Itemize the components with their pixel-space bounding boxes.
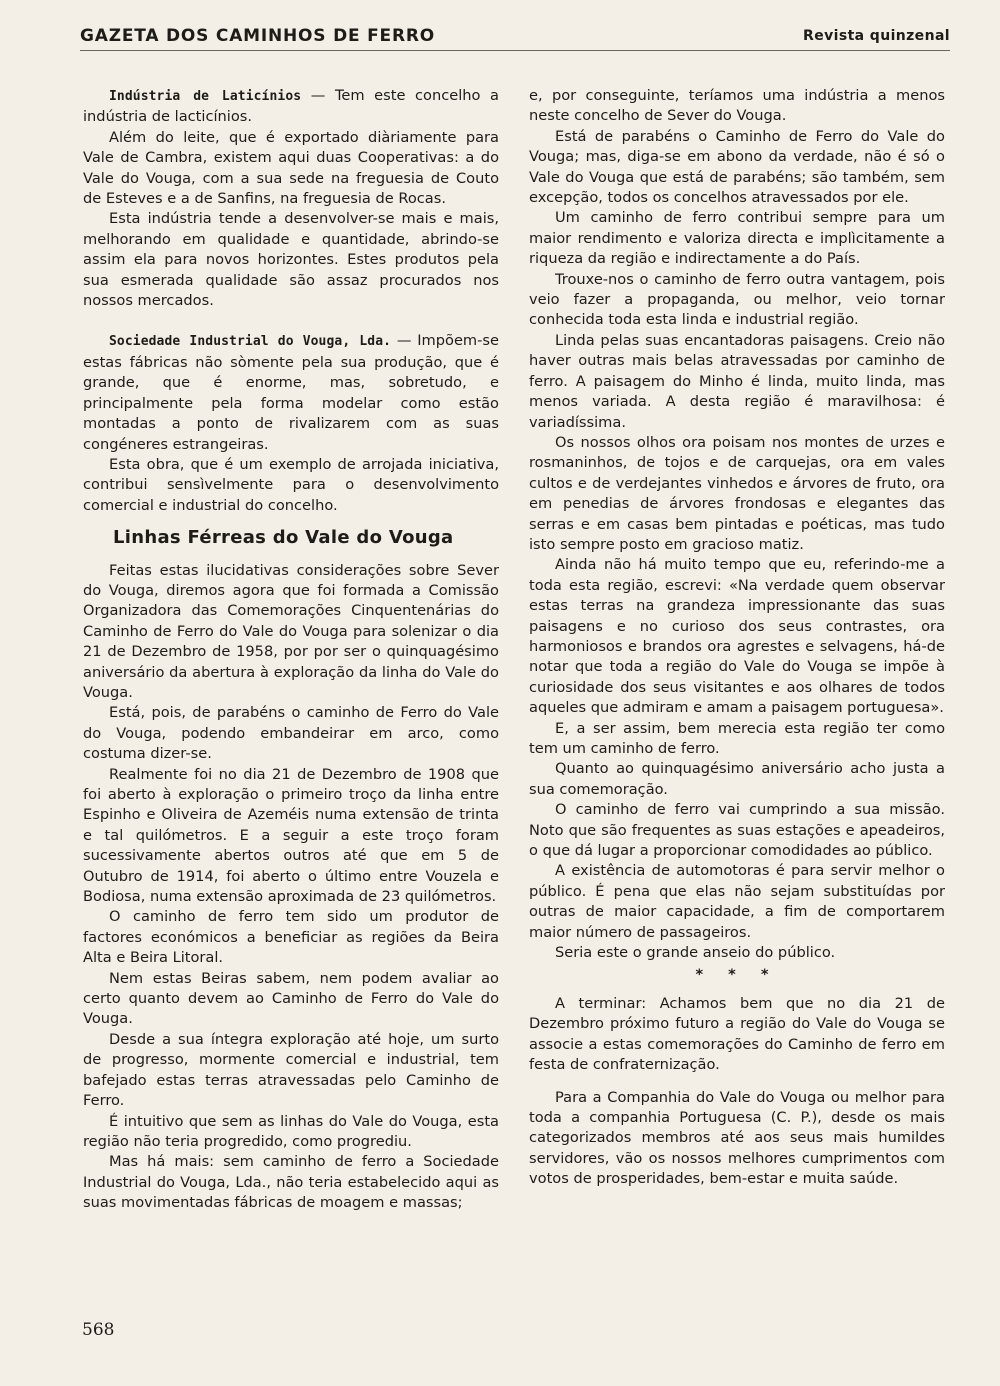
paragraph: Além do leite, que é exportado diàriamente para Vale de Cambra, existem aqui duas Cooperativas: a do Vale do Vouga, com a sua sede na freguesia de Couto de Esteves e a de Sanfins, na freguesia de Rocas. [83,128,499,208]
left-column [83,86,499,1214]
paragraph: A existência de automotoras é para servir melhor o público. É pena que elas não sejam substituídas por outras de maior capacidade, a fim de comportarem maior número de passageiros. [529,862,945,941]
paragraph: Os nossos olhos ora poisam nos montes de urzes e rosmaninhos, de tojos e de carquejas, ora em vales cultos e de verdejantes vinhedos e árvores de fruto, ora em penedias de árvores frondosas e elegantes das serras e em casas bem pintadas e poéticas, mas tudo isto sempre posto em gracioso matiz. [529,433,945,553]
paragraph: Está de parabéns o Caminho de Ferro do Vale do Vouga; mas, diga-se em abono da verdade, não é só o Vale do Vouga que está de parabéns; são também, sem excepção, todos os concelhos atravessados por ele. [529,127,945,207]
paragraph: Desde a sua íntegra exploração até hoje, um surto de progresso, mormente comercial e industrial, tem bafejado estas terras atravessadas pelo Caminho de Ferro. [83,1030,499,1110]
paragraph: Linda pelas suas encantadoras paisagens. Creio não haver outras mais belas atravessadas por caminho de ferro. A paisagem do Minho é linda, muito linda, mas menos variada. A desta região é maravilhosa: é variadíssima. [529,331,945,431]
paragraph: Seria este o grande anseio do público. [555,944,836,962]
paragraph: E, a ser assim, bem merecia esta região ter como tem um caminho de ferro. [529,719,945,757]
paragraph: Mas há mais: sem caminho de ferro a Sociedade Industrial do Vouga, Lda., não teria estabelecido aqui as suas movimentadas fábricas de moagem e massas; [83,1153,499,1212]
paragraph: Quanto ao quinquagésimo aniversário acho justa a sua comemoração. [529,760,945,798]
paragraph: e, por conseguinte, teríamos uma indústria a menos neste concelho de Sever do Vouga. [529,87,945,125]
paragraph: Para a Companhia do Vale do Vouga ou melhor para toda a companhia Portuguesa (C. P.), desde os mais categorizados membros até aos seus mais humildes servidores, vão os nossos melhores cumprimentos com votos de prosperidades, bem-estar e muita saúde. [529,1088,945,1188]
paragraph-lead: Sociedade Industrial do Vouga, Lda. [109,334,392,350]
running-header [80,24,950,51]
paragraph: O caminho de ferro tem sido um produtor de factores económicos a beneficiar as regiões da Beira Alta e Beira Litoral. [83,908,499,967]
journal-title: GAZETA DOS CAMINHOS DE FERRO [80,26,435,46]
paragraph: Está, pois, de parabéns o caminho de Ferro do Vale do Vouga, podendo embandeirar em arco, como costuma dizer-se. [83,704,499,763]
paragraph: Realmente foi no dia 21 de Dezembro de 1908 que foi aberto à exploração o primeiro troço da linha entre Espinho e Oliveira de Azeméis numa extensão de trinta e tal quilómetros. E a seguir a este troço foram sucessivamente abertos outros até que em 5 de Outubro de 1914, foi aberto o último entre Vouzela e Bodiosa, numa extensão aproximada de 23 quilómetros. [83,765,499,906]
paragraph: Esta indústria tende a desenvolver-se mais e mais, melhorando em qualidade e quantidade, abrindo-se assim ela para novos horizontes. Estes produtos pela sua esmerada qualidade são assaz procurados nos nossos mercados. [83,210,499,310]
paragraph: Esta obra, que é um exemplo de arrojada iniciativa, contribui sensìvelmente para o desenvolvimento comercial e industrial do concelho. [83,455,499,514]
paragraph: O caminho de ferro vai cumprindo a sua missão. Noto que são frequentes as suas estações e apeadeiros, o que dá lugar a proporcionar comodidades ao público. [529,801,945,860]
paragraph: Um caminho de ferro contribui sempre para um maior rendimento e valoriza directa e implìcitamente a riqueza da região e indirectamente a do País. [529,209,945,268]
paragraph: Nem estas Beiras sabem, nem podem avaliar ao certo quanto devem ao Caminho de Ferro do Vale do Vouga. [83,969,499,1028]
paragraph-text: — Impõem-se estas fábricas não sòmente pela sua produção, que é grande, que é enorme, mas, sobretudo, e principalmente pela forma modelar como estão montadas a ponto de rivalizarem com as suas congéneres estrangeiras. [83,332,499,453]
section-separator: * * * [695,966,779,984]
page-number: 568 [82,1320,115,1340]
paragraph: Feitas estas ilucidativas considerações sobre Sever do Vouga, diremos agora que foi formada a Comissão Organizadora das Comemorações Cinquentenárias do Caminho de Ferro do Vale do Vouga para solenizar o dia 21 de Dezembro de 1958, por por ser o quinquagésimo aniversário da abertura à exploração da linha do Vale do Vouga. [83,561,499,701]
right-column [529,86,945,1190]
paragraph: É intuitivo que sem as linhas do Vale do Vouga, esta região não teria progredido, como progrediu. [83,1112,499,1150]
journal-subtitle: Revista quinzenal [803,28,950,44]
paragraph-text: — Tem este concelho a indústria de lacticínios. [83,87,499,126]
paragraph: Trouxe-nos o caminho de ferro outra vantagem, pois veio fazer a propaganda, ou melhor, veio tornar conhecida toda esta linda e industrial região. [529,270,945,329]
paragraph [83,86,499,128]
paragraph [83,331,499,454]
paragraph: Ainda não há muito tempo que eu, referindo-me a toda esta região, escrevi: «Na verdade quem observar estas terras na grandeza impressionante das suas paisagens e no curioso dos seus contrastes, ora harmoniosos e brandos ora agrestes e selvagens, há-de notar que toda a região do Vale do Vouga se impõe à curiosidade dos seus visitantes e aos olhares de todos aqueles que admiram e amam a paisagem portuguesa». [529,556,945,717]
paragraph: A terminar: Achamos bem que no dia 21 de Dezembro próximo futuro a região do Vale do Vouga se associe a estas comemorações do Caminho de ferro em festa de confraternização. [529,994,945,1074]
paragraph-lead: Indústria de Laticínios [109,89,302,104]
section-title: Linhas Férreas do Vale do Vouga [113,527,454,549]
